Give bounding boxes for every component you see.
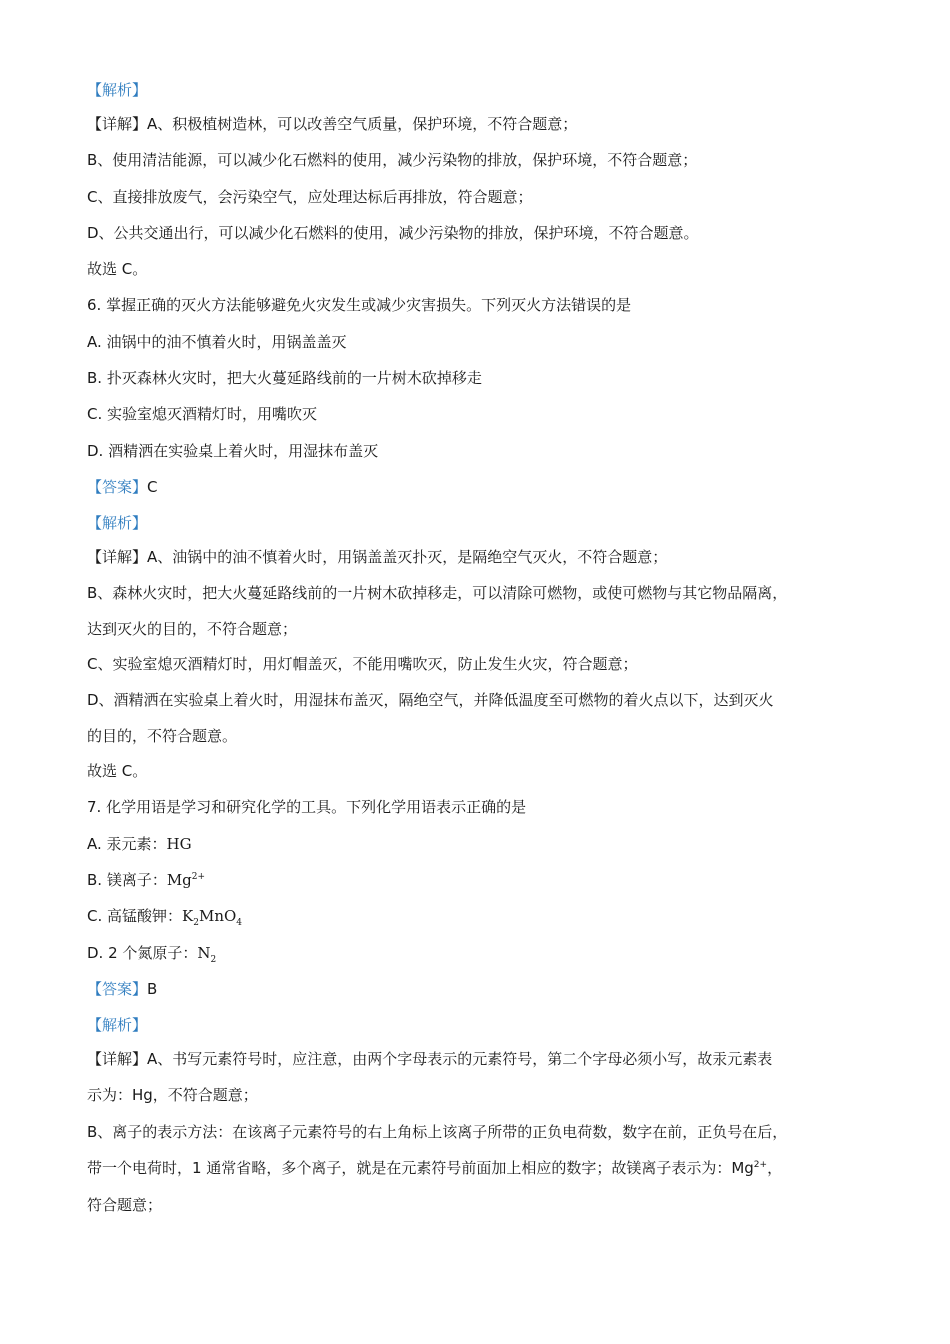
q7-answer-value: B	[147, 980, 158, 998]
q7-option-c	[87, 906, 242, 926]
q6-answer-value: C	[147, 478, 158, 496]
q7-option-b-label: B. 镁离子：	[87, 871, 167, 889]
q6-option-a: A. 油锅中的油不慎着火时，用锅盖盖灭	[87, 333, 347, 351]
q6-jiexi-heading: 【解析】	[87, 514, 148, 532]
q6-detail-d2: 的目的，不符合题意。	[87, 727, 238, 745]
q7-option-a	[87, 834, 192, 854]
q7-c-sub1: 2	[193, 918, 199, 928]
q7-option-b-formula	[167, 871, 205, 889]
q7-c-sub2: 4	[236, 918, 243, 928]
q5-conclusion: 故选 C。	[87, 260, 148, 278]
q6-detail-a-text: A、油锅中的油不慎着火时，用锅盖盖灭扑灭，是隔绝空气灭火，不符合题意；	[147, 548, 668, 566]
q7-b-charge: 2+	[191, 872, 206, 882]
q7-detail-b2-text: 带一个电荷时，1 通常省略，多个离子，就是在元素符号前面加上相应的数字；故镁离子表示为：Mg	[87, 1159, 754, 1177]
q7-answer-tag: 【答案】	[87, 980, 148, 998]
q7-b-symbol: Mg	[166, 871, 192, 889]
q7-stem: 7. 化学用语是学习和研究化学的工具。下列化学用语表示正确的是	[87, 798, 527, 816]
q7-option-a-label: A. 汞元素：	[87, 835, 167, 853]
q7-option-a-formula: HG	[166, 835, 192, 853]
q6-stem: 6. 掌握正确的灭火方法能够避免火灾发生或减少灾害损失。下列灭火方法错误的是	[87, 296, 632, 314]
q7-detail-b2-charge: 2+	[753, 1160, 768, 1170]
q5-detail-tag: 【详解】	[87, 115, 148, 133]
q7-c-mno: MnO	[198, 907, 237, 925]
q6-option-b: B. 扑灭森林火灾时，把大火蔓延路线前的一片树木砍掉移走	[87, 369, 482, 387]
q6-option-c: C. 实验室熄灭酒精灯时，用嘴吹灭	[87, 405, 318, 423]
q6-detail-c: C、实验室熄灭酒精灯时，用灯帽盖灭，不能用嘴吹灭，防止发生火灾，符合题意；	[87, 655, 638, 673]
q7-option-d	[87, 943, 216, 963]
q5-detail-c: C、直接排放废气，会污染空气，应处理达标后再排放，符合题意；	[87, 188, 533, 206]
q7-detail-tag: 【详解】	[87, 1050, 148, 1068]
q6-detail-b1: B、森林火灾时，把大火蔓延路线前的一片树木砍掉移走，可以清除可燃物，或使可燃物与其它物品隔离，	[87, 584, 788, 602]
q7-c-k: K	[182, 907, 194, 925]
q6-conclusion: 故选 C。	[87, 762, 148, 780]
q7-option-c-formula	[182, 907, 243, 928]
q6-detail-tag: 【详解】	[87, 548, 148, 566]
q7-detail-b2	[87, 1158, 782, 1178]
q7-option-d-formula	[197, 944, 217, 965]
q5-detail-b: B、使用清洁能源，可以减少化石燃料的使用，减少污染物的排放，保护环境，不符合题意；	[87, 151, 698, 169]
q7-detail-b2-end: ，	[767, 1159, 783, 1177]
q6-detail-b2: 达到灭火的目的，不符合题意；	[87, 620, 298, 638]
q5-detail-a	[87, 114, 577, 134]
q7-detail-a2: 示为：Hg，不符合题意；	[87, 1086, 258, 1104]
q7-option-c-label: C. 高锰酸钾：	[87, 907, 183, 925]
q7-option-b	[87, 870, 205, 890]
q5-jiexi-heading: 【解析】	[87, 81, 148, 99]
q7-d-n: N	[197, 944, 211, 962]
q7-jiexi-heading: 【解析】	[87, 1016, 148, 1034]
q6-detail-d1: D、酒精洒在实验桌上着火时，用湿抹布盖灭，隔绝空气，并降低温度至可燃物的着火点以下，达到灭火	[87, 691, 774, 709]
q7-detail-a1	[87, 1049, 772, 1069]
q7-detail-b3: 符合题意；	[87, 1196, 163, 1214]
q5-detail-a-text: A、积极植树造林，可以改善空气质量，保护环境，不符合题意；	[147, 115, 578, 133]
q6-option-d: D. 酒精洒在实验桌上着火时，用湿抹布盖灭	[87, 442, 379, 460]
q7-detail-a1-text: A、书写元素符号时，应注意，由两个字母表示的元素符号，第二个字母必须小写，故汞元素表	[147, 1050, 773, 1068]
q5-detail-d: D、公共交通出行，可以减少化石燃料的使用，减少污染物的排放，保护环境，不符合题意。	[87, 224, 699, 242]
q6-answer-tag: 【答案】	[87, 478, 148, 496]
q7-answer	[87, 979, 157, 999]
q6-detail-a	[87, 547, 667, 567]
q6-answer	[87, 477, 158, 497]
q7-option-d-label: D. 2 个氮原子：	[87, 944, 198, 962]
q7-d-sub1: 2	[210, 955, 217, 965]
q7-detail-b1: B、离子的表示方法：在该离子元素符号的右上角标上该离子所带的正负电荷数，数字在前，正负号在后，	[87, 1123, 788, 1141]
